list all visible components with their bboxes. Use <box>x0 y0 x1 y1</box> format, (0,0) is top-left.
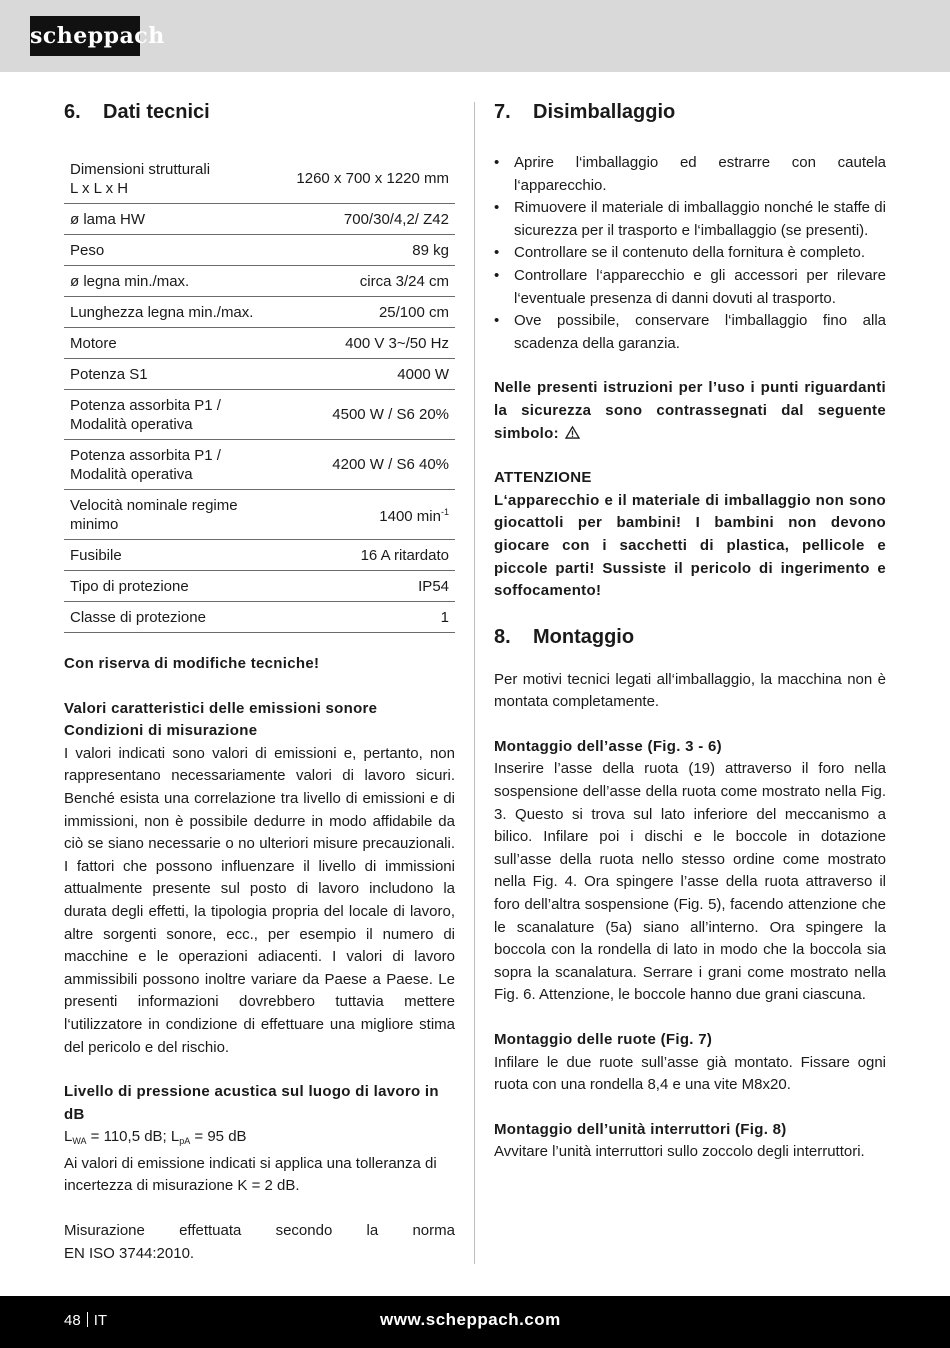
list-item: • Rimuovere il materiale di imballaggio nonché le staffe di sicurezza per il trasporto e l‘imballaggio (se presenti). <box>494 197 886 242</box>
spec-label: Peso <box>64 235 276 266</box>
section-number: 8. <box>494 625 511 648</box>
spec-row <box>64 490 455 540</box>
spec-row <box>64 297 455 328</box>
spec-label: Lunghezza legna min./max. <box>64 297 276 328</box>
unpack-list <box>494 152 886 355</box>
spec-row <box>64 602 455 633</box>
spec-value: 4200 W / S6 40% <box>276 440 455 490</box>
switch-heading: Montaggio dell’unità interruttori (Fig. 8) <box>494 1120 787 1138</box>
safety-note: Nelle presenti istruzioni per l’uso i punti riguardanti la sicurezza sono contrassegnati dal seguente simbolo: <box>494 379 886 442</box>
assembly-intro: Per motivi tecnici legati all‘imballaggio, la macchina non è montata completamente. <box>494 670 886 711</box>
right-column <box>494 100 886 1164</box>
tolerance-text: Ai valori di emissione indicati si applica una tolleranza di incertezza di misurazione K = 2 dB. <box>64 1154 437 1195</box>
page-indicator <box>64 1311 107 1331</box>
spec-row <box>64 440 455 490</box>
spec-value: 400 V 3~/50 Hz <box>276 328 455 359</box>
page-number: 48 <box>64 1312 81 1329</box>
switch-text: Avvitare l’unità interruttori sullo zoccolo degli interruttori. <box>494 1143 865 1161</box>
spec-row <box>64 359 455 390</box>
pressure-values: $L_{WA} = 110,5$ dB; $L_{pA} = 95$ dB <box>64 1128 247 1147</box>
website-link[interactable]: www.scheppach.com <box>380 1310 561 1329</box>
spec-label: Velocità nominale regime minimo <box>64 490 276 540</box>
spec-row <box>64 540 455 571</box>
emissions-heading: Valori caratteristici delle emissioni sonore <box>64 699 378 717</box>
spec-value: 89 kg <box>276 235 455 266</box>
header-bar <box>0 0 950 72</box>
column-divider <box>474 102 475 1264</box>
measurement-text: Misurazione effettuata secondo la norma EN ISO 3744:2010. <box>64 1222 455 1262</box>
section-6-heading <box>64 100 455 124</box>
spec-value: 700/30/4,2/ Z42 <box>276 204 455 235</box>
section-title: Montaggio <box>533 625 635 648</box>
spec-row <box>64 266 455 297</box>
list-item: • Controllare se il contenuto della fornitura è completo. <box>494 242 886 265</box>
spec-label: Potenza assorbita P1 / Modalità operativa <box>64 440 276 490</box>
list-item: • Controllare l‘apparecchio e gli accessori per rilevare l‘eventuale presenza di danni dovuti al trasporto. <box>494 265 886 310</box>
axle-text: Inserire l’asse della ruota (19) attraverso il foro nella sospensione dell’asse della ruota come mostrato nella Fig. 3. Questo si trova sul lato inferiore del meccanismo a bilico. Infilare poi i dischi e le boccole in dotazione sull’asse della ruota nello stesso ordine come mostrato nella Fig. 4. Ora spingere l’asse della ruota attraverso il foro dell’altra sospensione (Fig. 5), facendo attenzione che le scanalature (5a) siano all’interno. Ora spingere la boccola con la rondella di lato in modo che la boccola sia sopra la scanalatura. Serrare i grani come mostrato nella Fig. 6. Attenzione, le boccole hanno due grani ciascuna. <box>494 760 886 1004</box>
spec-value: 4000 W <box>276 359 455 390</box>
spec-label: ø lama HW <box>64 204 276 235</box>
section-8-heading <box>494 625 886 649</box>
spec-value: IP54 <box>276 571 455 602</box>
wheels-heading: Montaggio delle ruote (Fig. 7) <box>494 1031 713 1048</box>
axle-heading: Montaggio dell’asse (Fig. 3 - 6) <box>494 737 722 755</box>
spec-value: 1400 $\min^{-1}$ <box>276 490 455 540</box>
spec-label: Classe di protezione <box>64 602 276 633</box>
spec-value: 4500 W / S6 20% <box>276 390 455 440</box>
spec-value: 25/100 cm <box>276 297 455 328</box>
spec-value: 1 <box>276 602 455 633</box>
emissions-text: I valori indicati sono valori di emissioni e, pertanto, non rappresentano necessariamente valori di lavoro sicuri. Benché esista una correlazione tra livello di emissioni e di immissioni, non è possibile dedurre in modo affidabile da ciò se siano necessarie o no ulteriori misure precauzionali. I fattori che possono influenzare il livello di immissioni attualmente presente sul posto di lavoro includono la durata degli effetti, la tipologia propria del locale di lavoro, altre sorgenti sonore, ecc., per esempio il numero di macchine e le operazioni adiacenti. I valori di lavoro ammissibili possono inoltre variare da Paese a Paese. Le presenti informazioni dovrebbero tuttavia mettere l‘utilizzatore in condizione di effettuare una migliore stima del pericolo e del rischio. <box>64 744 455 1056</box>
pressure-heading: Livello di pressione acustica sul luogo di lavoro in dB <box>64 1083 439 1123</box>
section-title: Disimballaggio <box>533 101 676 123</box>
attention-title: ATTENZIONE <box>494 469 592 487</box>
spec-label: Fusibile <box>64 540 276 571</box>
footer-bar <box>0 1296 950 1348</box>
section-number: 6. <box>64 101 81 123</box>
spec-row <box>64 390 455 440</box>
specs-table <box>64 154 455 633</box>
spec-value: circa 3/24 cm <box>276 266 455 297</box>
section-7-heading <box>494 100 886 124</box>
spec-row <box>64 328 455 359</box>
spec-row <box>64 154 455 204</box>
spec-label: ø legna min./max. <box>64 266 276 297</box>
warning-triangle-icon <box>565 426 580 439</box>
list-item: • Ove possibile, conservare l‘imballaggio fino alla scadenza della garanzia. <box>494 310 886 355</box>
section-number: 7. <box>494 101 511 123</box>
spec-label: Tipo di protezione <box>64 571 276 602</box>
spec-row <box>64 571 455 602</box>
left-column <box>64 100 455 1265</box>
spec-label: Potenza S1 <box>64 359 276 390</box>
list-item: • Aprire l‘imballaggio ed estrarre con cautela l‘apparecchio. <box>494 152 886 197</box>
section-title: Dati tecnici <box>103 101 210 123</box>
scheppach-logo: scheppach <box>30 16 140 56</box>
wheels-text: Infilare le due ruote sull’asse già montato. Fissare ogni ruota con una rondella 8,4 e una vite M8x20. <box>494 1053 886 1094</box>
page-language: IT <box>93 1312 108 1329</box>
spec-row <box>64 204 455 235</box>
spec-label: Dimensioni strutturali L x L x H <box>64 154 276 204</box>
spec-label: Potenza assorbita P1 / Modalità operativa <box>64 390 276 440</box>
spec-row <box>64 235 455 266</box>
attention-text: L‘apparecchio e il materiale di imballaggio non sono giocattoli per bambini! I bambini non devono giocare con i sacchetti di plastica, pellicole e piccole parti! Sussiste il pericolo di ingerimento e soffocamento! <box>494 491 886 600</box>
spec-value: 16 A ritardato <box>276 540 455 571</box>
reserve-note: Con riserva di modifiche tecniche! <box>64 655 320 672</box>
emissions-subheading: Condizioni di misurazione <box>64 722 258 740</box>
spec-value: 1260 x 700 x 1220 mm <box>276 154 455 204</box>
spec-label: Motore <box>64 328 276 359</box>
